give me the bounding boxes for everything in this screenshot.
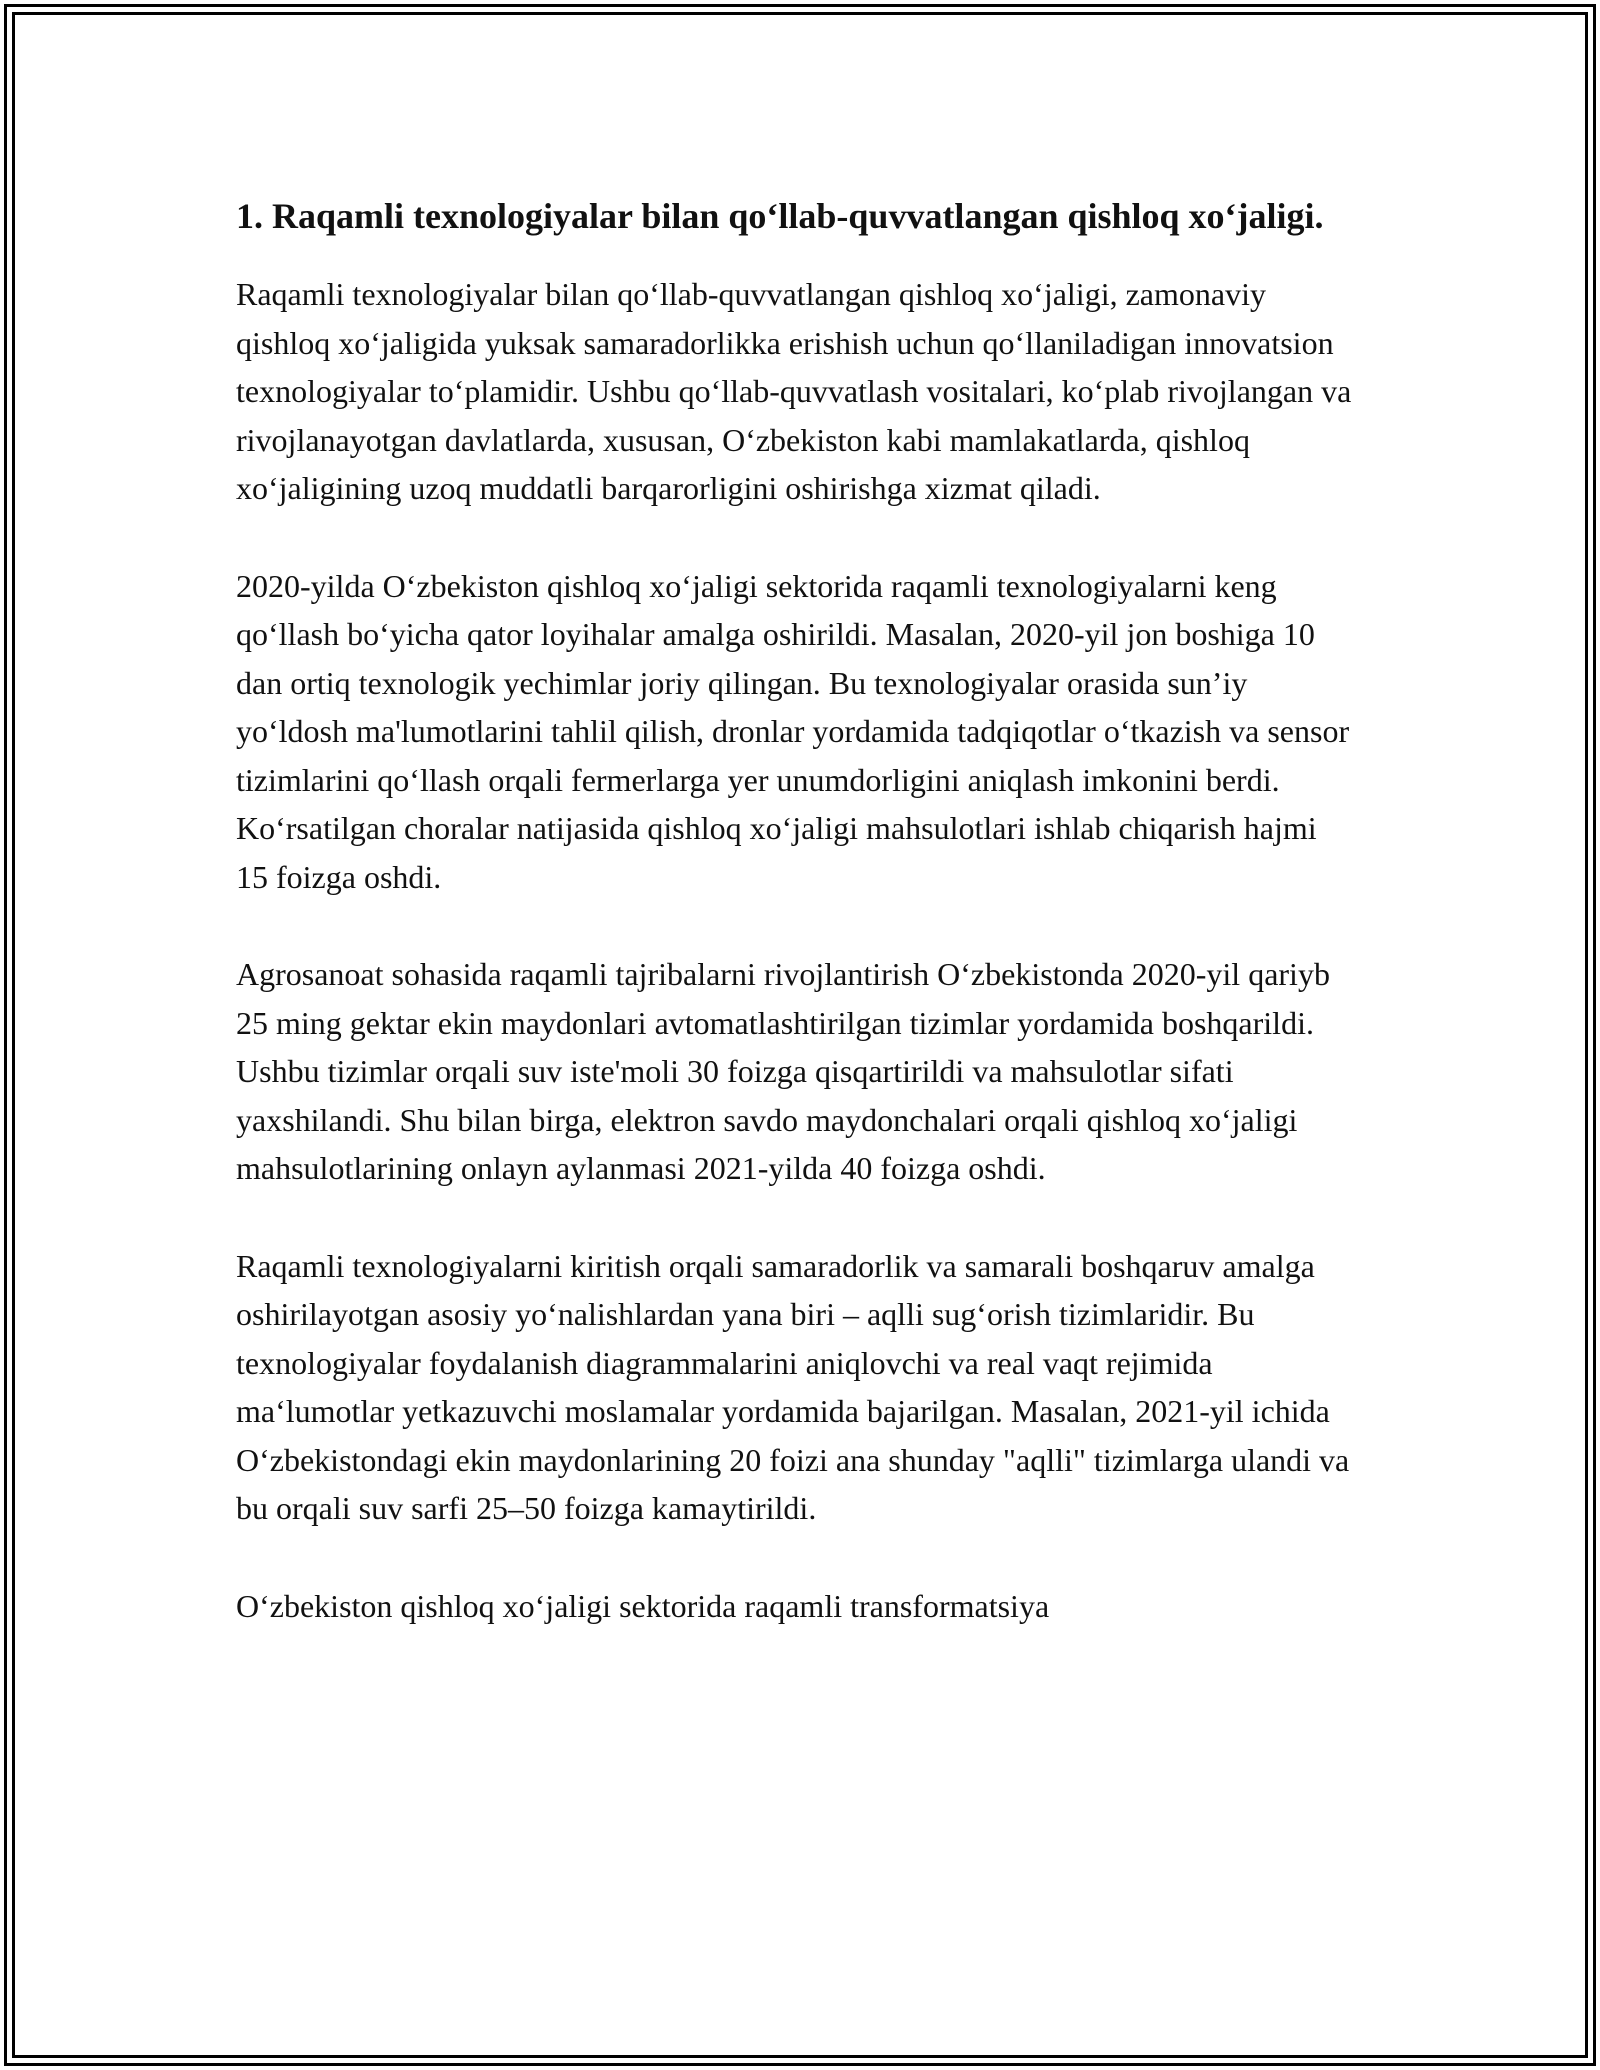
- paragraph-2020-projects: 2020-yilda O‘zbekiston qishloq xo‘jaligi sektorida raqamli texnologiyalarni keng qo‘llash bo‘yicha qator loyihalar amalga oshirildi. Masalan, 2020-yil jon boshiga 10 dan ortiq texnologik yechimlar joriy qilingan. Bu texnologiyalar orasida sun’iy yo‘ldosh ma'lumotlarini tahlil qilish, dronlar yordamida tadqiqotlar o‘tkazish va sensor tizimlarini qo‘llash orqali fermerlarga yer unumdorligini aniqlash imkonini berdi. Ko‘rsatilgan choralar natijasida qishloq xo‘jaligi mahsulotlari ishlab chiqarish hajmi 15 foizga oshdi.: [236, 567, 1350, 895]
- paragraph-agro-automation: Agrosanoat sohasida raqamli tajribalarni rivojlantirish O‘zbekistonda 2020-yil qariyb 25 ming gektar ekin maydonlari avtomatlashtirilgan tizimlar yordamida boshqarildi. Ushbu tizimlar orqali suv iste'moli 30 foizga qisqartirildi va mahsulotlar sifati yaxshilandi. Shu bilan birga, elektron savdo maydonchalari orqali qishloq xo‘jaligi mahsulotlarining onlayn aylanmasi 2021-yilda 40 foizga oshdi.: [236, 956, 1330, 1186]
- document-body: [236, 180, 1356, 1679]
- paragraph-intro: Raqamli texnologiyalar bilan qo‘llab-quvvatlangan qishloq xo‘jaligi, zamonaviy qishloq xo‘jaligida yuksak samaradorlikka erishish uchun qo‘llaniladigan innovatsion texnologiyalar to‘plamidir. Ushbu qo‘llab-quvvatlash vositalari, ko‘plab rivojlangan va rivojlanayotgan davlatlarda, xususan, O‘zbekiston kabi mamlakatlarda, qishloq xo‘jaligining uzoq muddatli barqarorligini oshirishga xizmat qiladi.: [236, 276, 1352, 506]
- paragraph-transformation: O‘zbekiston qishloq xo‘jaligi sektorida raqamli transformatsiya: [236, 1587, 1050, 1624]
- section-heading: 1. Raqamli texnologiyalar bilan qo‘llab-quvvatlangan qishloq xo‘jaligi.: [236, 196, 1324, 236]
- paragraph-smart-irrigation: Raqamli texnologiyalarni kiritish orqali samaradorlik va samarali boshqaruv amalga oshirilayotgan asosiy yo‘nalishlardan yana biri – aqlli sug‘orish tizimlaridir. Bu texnologiyalar foydalanish diagrammalarini aniqlovchi va real vaqt rejimida ma‘lumotlar yetkazuvchi moslamalar yordamida bajarilgan. Masalan, 2021-yil ichida O‘zbekistondagi ekin maydonlarining 20 foizi ana shunday "aqlli" tizimlarga ulandi va bu orqali suv sarfi 25–50 foizga kamaytirildi.: [236, 1247, 1350, 1526]
